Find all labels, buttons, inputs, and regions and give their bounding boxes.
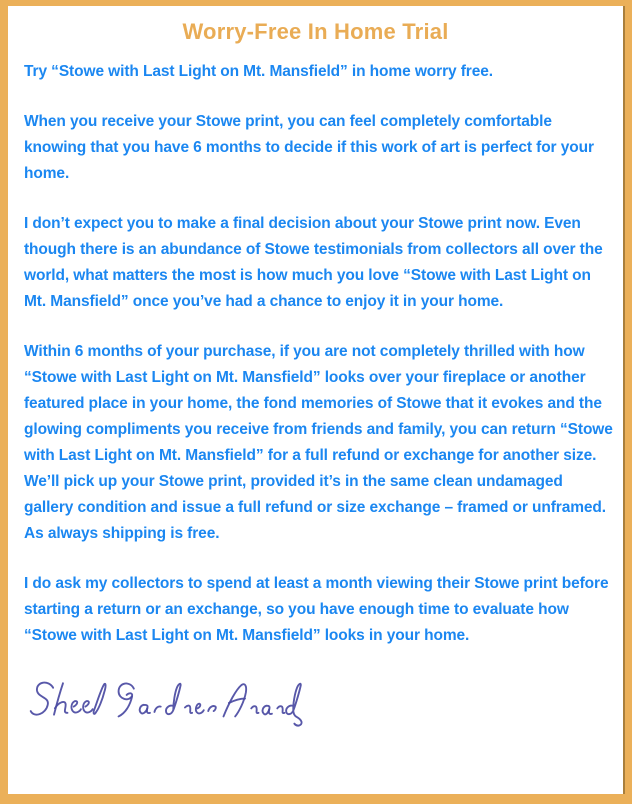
paragraph-no-final-decision: I don’t expect you to make a final decision about your Stowe print now. Even though there is an abundance of Stowe testimonials from collectors all over the world, what matters the most is how much you love “Stowe with Last Light on Mt. Mansfield” once you’ve had a chance to enjoy it in your home.	[24, 215, 603, 310]
paragraph-intro: Try “Stowe with Last Light on Mt. Mansfield” in home worry free.	[24, 63, 493, 80]
panel-title: Worry-Free In Home Trial	[182, 19, 449, 44]
signature	[28, 673, 613, 733]
signature-image	[28, 673, 306, 733]
paragraph-six-months: When you receive your Stowe print, you can feel completely comfortable knowing that you have 6 months to decide if this work of art is perfect for your home.	[24, 113, 594, 182]
paragraph-return-policy: Within 6 months of your purchase, if you are not completely thrilled with how “Stowe with Last Light on Mt. Mansfield” looks over your fireplace or another featured place in your home, the fond memories of Stowe that it evokes and the glowing compliments you receive from friends and family, you can return “Stowe with Last Light on Mt. Mansfield” for a full refund or exchange for another size. We’ll pick up your Stowe print, provided it’s in the same clean undamaged gallery condition and issue a full refund or size exchange – framed or unframed. As always shipping is free.	[24, 343, 613, 542]
paragraph-viewing-time: I do ask my collectors to spend at least a month viewing their Stowe print before starting a return or an exchange, so you have enough time to evaluate how “Stowe with Last Light on Mt. Mansfield” looks in your home.	[24, 575, 609, 644]
